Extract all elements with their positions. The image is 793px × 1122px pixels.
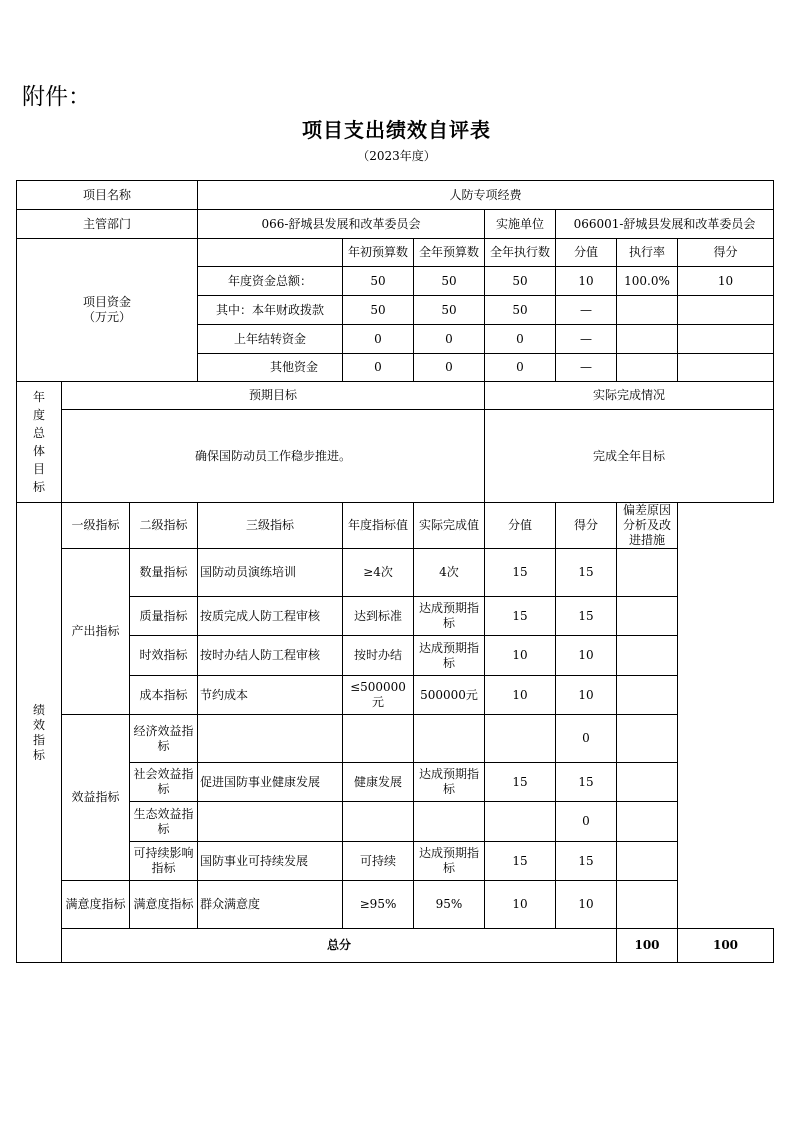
funds-row-rate: 100.0% bbox=[617, 267, 678, 296]
level1-satisfaction: 满意度指标 bbox=[62, 881, 130, 929]
indicator-note bbox=[617, 549, 678, 597]
funds-row-label: 上年结转资金 bbox=[198, 325, 343, 354]
indicator-target: 可持续 bbox=[343, 842, 414, 881]
total-row bbox=[17, 929, 774, 963]
funds-row-exec: 50 bbox=[485, 267, 556, 296]
funds-row-exec: 50 bbox=[485, 296, 556, 325]
goals-label: 年 度 总 体 目 标 bbox=[17, 382, 62, 503]
goals-expected-text: 确保国防动员工作稳步推进。 bbox=[62, 410, 485, 503]
indicator-l2: 数量指标 bbox=[130, 549, 198, 597]
indicator-note bbox=[617, 842, 678, 881]
indicator-l2: 经济效益指标 bbox=[130, 715, 198, 763]
indicator-score: 15 bbox=[556, 763, 617, 802]
indicator-score: 15 bbox=[556, 549, 617, 597]
indicator-target: ≤500000元 bbox=[343, 676, 414, 715]
indicator-target bbox=[343, 715, 414, 763]
funds-header-row bbox=[17, 239, 774, 267]
funds-header-full: 全年预算数 bbox=[414, 239, 485, 267]
project-name-row bbox=[17, 181, 774, 210]
indicator-actual: 500000元 bbox=[414, 676, 485, 715]
indicator-score: 15 bbox=[556, 597, 617, 636]
indicator-value: 10 bbox=[485, 636, 556, 676]
indicator-l2: 满意度指标 bbox=[130, 881, 198, 929]
funds-header-value: 分值 bbox=[556, 239, 617, 267]
indicator-l3: 按质完成人防工程审核 bbox=[198, 597, 343, 636]
funds-row-rate bbox=[617, 354, 678, 382]
indicator-score: 0 bbox=[556, 802, 617, 842]
indicator-actual bbox=[414, 802, 485, 842]
indicator-l3: 国防动员演练培训 bbox=[198, 549, 343, 597]
funds-label: 项目资金 （万元） bbox=[17, 239, 198, 382]
funds-row-score bbox=[678, 354, 774, 382]
funds-header-blank bbox=[198, 239, 343, 267]
indicator-score: 0 bbox=[556, 715, 617, 763]
page-subtitle: （2023年度） bbox=[357, 149, 436, 163]
indicator-actual: 达成预期指标 bbox=[414, 763, 485, 802]
indicator-target: 按时办结 bbox=[343, 636, 414, 676]
indicator-target: ≥95% bbox=[343, 881, 414, 929]
department-row bbox=[17, 210, 774, 239]
indicators-header-score: 得分 bbox=[556, 503, 617, 549]
indicator-target: 健康发展 bbox=[343, 763, 414, 802]
level1-output: 产出指标 bbox=[62, 549, 130, 715]
indicator-note bbox=[617, 597, 678, 636]
indicators-label: 绩 效 指 标 bbox=[17, 503, 62, 963]
indicator-score: 15 bbox=[556, 842, 617, 881]
indicator-l2: 可持续影响指标 bbox=[130, 842, 198, 881]
indicator-row bbox=[17, 715, 774, 763]
indicator-note bbox=[617, 763, 678, 802]
indicator-row bbox=[17, 802, 774, 842]
goals-header-row bbox=[17, 382, 774, 410]
attachment-label: 附件： bbox=[22, 84, 91, 110]
indicator-value bbox=[485, 802, 556, 842]
indicator-value bbox=[485, 715, 556, 763]
indicator-note bbox=[617, 715, 678, 763]
funds-row-value: — bbox=[556, 354, 617, 382]
funds-row-exec: 0 bbox=[485, 325, 556, 354]
indicator-score: 10 bbox=[556, 881, 617, 929]
indicator-l3: 促进国防事业健康发展 bbox=[198, 763, 343, 802]
indicator-row bbox=[17, 842, 774, 881]
indicator-value: 15 bbox=[485, 597, 556, 636]
indicator-value: 10 bbox=[485, 881, 556, 929]
funds-row-value: — bbox=[556, 296, 617, 325]
indicator-l3 bbox=[198, 715, 343, 763]
funds-header-score: 得分 bbox=[678, 239, 774, 267]
funds-row-label: 其他资金 bbox=[198, 354, 343, 382]
goals-expected-header: 预期目标 bbox=[62, 382, 485, 410]
goals-actual-text: 完成全年目标 bbox=[485, 410, 774, 503]
funds-row-label: 年度资金总额： bbox=[198, 267, 343, 296]
indicator-target: 达到标准 bbox=[343, 597, 414, 636]
department-value: 066-舒城县发展和改革委员会 bbox=[198, 210, 485, 239]
funds-row-rate bbox=[617, 296, 678, 325]
goals-actual-header: 实际完成情况 bbox=[485, 382, 774, 410]
funds-row-value: 10 bbox=[556, 267, 617, 296]
indicator-score: 10 bbox=[556, 636, 617, 676]
indicator-l3: 按时办结人防工程审核 bbox=[198, 636, 343, 676]
indicator-l2: 成本指标 bbox=[130, 676, 198, 715]
indicator-l2: 社会效益指标 bbox=[130, 763, 198, 802]
indicator-l2: 生态效益指标 bbox=[130, 802, 198, 842]
indicator-value: 15 bbox=[485, 842, 556, 881]
funds-row-full: 50 bbox=[414, 296, 485, 325]
indicators-header-l1: 一级指标 bbox=[62, 503, 130, 549]
self-evaluation-table bbox=[16, 180, 774, 963]
funds-row-init: 50 bbox=[343, 296, 414, 325]
funds-header-init: 年初预算数 bbox=[343, 239, 414, 267]
page-title: 项目支出绩效自评表 bbox=[302, 118, 491, 142]
funds-row-score bbox=[678, 325, 774, 354]
funds-row-init: 50 bbox=[343, 267, 414, 296]
indicators-header-value: 分值 bbox=[485, 503, 556, 549]
indicator-l3: 节约成本 bbox=[198, 676, 343, 715]
department-label: 主管部门 bbox=[17, 210, 198, 239]
funds-row-full: 0 bbox=[414, 325, 485, 354]
indicator-value: 10 bbox=[485, 676, 556, 715]
funds-row-label: 其中：本年财政拨款 bbox=[198, 296, 343, 325]
project-name-label: 项目名称 bbox=[17, 181, 198, 210]
indicator-l3 bbox=[198, 802, 343, 842]
indicator-value: 15 bbox=[485, 549, 556, 597]
indicator-note bbox=[617, 881, 678, 929]
total-value: 100 bbox=[617, 929, 678, 963]
funds-row-init: 0 bbox=[343, 354, 414, 382]
funds-row-init: 0 bbox=[343, 325, 414, 354]
funds-row-full: 0 bbox=[414, 354, 485, 382]
indicator-target bbox=[343, 802, 414, 842]
indicator-score: 10 bbox=[556, 676, 617, 715]
indicator-note bbox=[617, 802, 678, 842]
indicator-row bbox=[17, 636, 774, 676]
indicator-row bbox=[17, 881, 774, 929]
indicators-header-l2: 二级指标 bbox=[130, 503, 198, 549]
indicator-row bbox=[17, 763, 774, 802]
indicator-value: 15 bbox=[485, 763, 556, 802]
implementing-unit-label: 实施单位 bbox=[485, 210, 556, 239]
indicator-target: ≥4次 bbox=[343, 549, 414, 597]
indicator-note bbox=[617, 676, 678, 715]
indicator-actual bbox=[414, 715, 485, 763]
indicators-header-actual: 实际完成值 bbox=[414, 503, 485, 549]
goals-content-row bbox=[17, 410, 774, 503]
indicator-row bbox=[17, 549, 774, 597]
funds-row-rate bbox=[617, 325, 678, 354]
indicator-actual: 达成预期指标 bbox=[414, 636, 485, 676]
funds-row-exec: 0 bbox=[485, 354, 556, 382]
indicator-note bbox=[617, 636, 678, 676]
project-name-value: 人防专项经费 bbox=[198, 181, 774, 210]
funds-row-full: 50 bbox=[414, 267, 485, 296]
indicator-actual: 达成预期指标 bbox=[414, 842, 485, 881]
indicator-l2: 时效指标 bbox=[130, 636, 198, 676]
indicator-actual: 4次 bbox=[414, 549, 485, 597]
implementing-unit-value: 066001-舒城县发展和改革委员会 bbox=[556, 210, 774, 239]
funds-row-score: 10 bbox=[678, 267, 774, 296]
indicators-header-target: 年度指标值 bbox=[343, 503, 414, 549]
level1-benefit: 效益指标 bbox=[62, 715, 130, 881]
indicator-row bbox=[17, 676, 774, 715]
indicator-actual: 95% bbox=[414, 881, 485, 929]
total-score: 100 bbox=[678, 929, 774, 963]
indicator-l2: 质量指标 bbox=[130, 597, 198, 636]
total-label: 总分 bbox=[62, 929, 617, 963]
funds-row-score bbox=[678, 296, 774, 325]
indicator-l3: 群众满意度 bbox=[198, 881, 343, 929]
indicator-l3: 国防事业可持续发展 bbox=[198, 842, 343, 881]
funds-row-value: — bbox=[556, 325, 617, 354]
indicators-header-l3: 三级指标 bbox=[198, 503, 343, 549]
indicator-row bbox=[17, 597, 774, 636]
indicator-actual: 达成预期指标 bbox=[414, 597, 485, 636]
funds-header-rate: 执行率 bbox=[617, 239, 678, 267]
indicators-header-note: 偏差原因分析及改进措施 bbox=[617, 503, 678, 549]
funds-header-exec: 全年执行数 bbox=[485, 239, 556, 267]
indicators-header-row bbox=[17, 503, 774, 549]
